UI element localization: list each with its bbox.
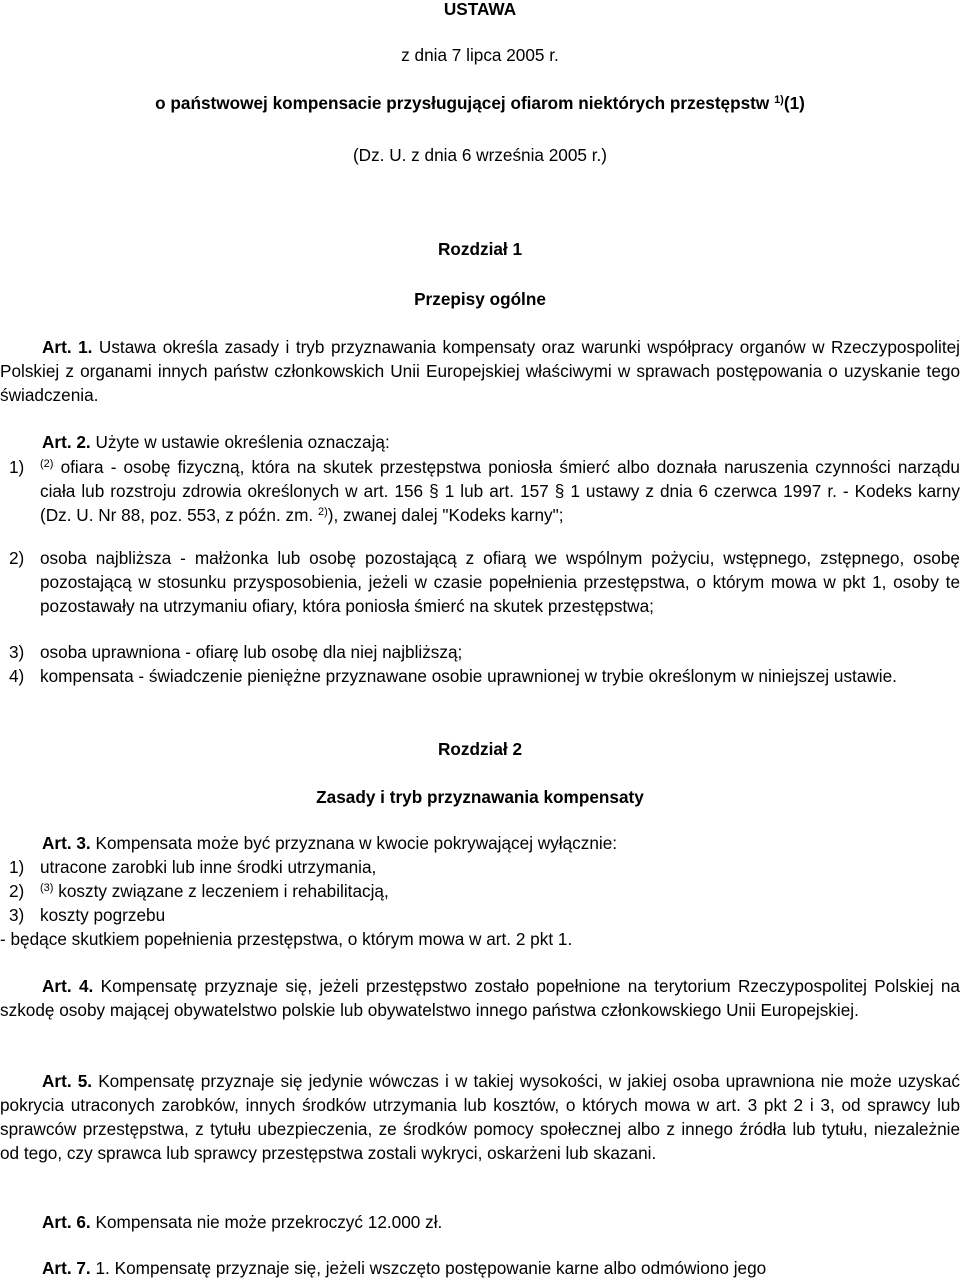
chapter-2-subtitle: Zasady i tryb przyznawania kompensaty [316, 787, 644, 807]
footnote-ref: (2) [40, 458, 54, 470]
act-subject [0, 91, 960, 115]
act-subject-tail: (1) [783, 93, 805, 113]
item-number: 1) [9, 857, 25, 877]
article-1-text: Ustawa określa zasady i tryb przyznawania kompensaty oraz warunki współpracy organów w Rzeczypospolitej Polskiej z organami innych państw członkowskich Unii Europejskiej właściwymi w sprawach postępowania o uzyskanie tego świadczenia. [0, 337, 960, 405]
chapter-1-title: Rozdział 1 [437, 239, 523, 259]
article-3-intro-text: Kompensata może być przyznana w kwocie pokrywającej wyłącznie: [95, 833, 618, 853]
article-2-item-1: 1) $^{(2)}$ ofiara - osobę fizyczną, która na skutek przestępstwa poniosła śmierć albo doznała naruszenia czynności narządu ciała lub rozstroju zdrowia określonych w art. 156 § 1 lub art. 157 § 1 ustawy z dnia 6 czerwca 1997 r. - Kodeks karny (Dz. U. Nr 88, poz. 553, z późn. zm. $^{2)}$), zwanej dalej "Kodeks karny"; [9, 457, 960, 525]
article-3-closing: - będące skutkiem popełnienia przestępstwa, o którym mowa w art. 2 pkt 1. [0, 929, 573, 949]
footnote-ref: 1) [774, 94, 784, 106]
item-number: 3) [9, 905, 25, 925]
act-title: USTAWA [443, 0, 517, 19]
article-7-label: Art. 7. [42, 1258, 91, 1278]
article-3-item-2: 2) $^{(3)}$ koszty związane z leczeniem i rehabilitacją, [9, 881, 389, 901]
article-1 [0, 335, 960, 407]
article-2-item-4: 4) kompensata - świadczenie pieniężne przyznawane osobie uprawnionej w trybie określonym w niniejszej ustawie. [9, 666, 897, 686]
act-subject-text: o państwowej kompensacie przysługującej ofiarom niektórych przestępstw [155, 93, 770, 113]
item-number: 2) [9, 881, 25, 901]
article-6 [0, 1210, 960, 1234]
article-5-text: Kompensatę przyznaje się jedynie wówczas i w takiej wysokości, w jakiej osoba uprawniona nie może uzyskać pokrycia utraconych zarobków, innych środków utrzymania lub kosztów, o których mowa w art. 3 pkt 2 i 3, od sprawcy lub sprawców przestępstwa, z tytułu ubezpieczenia, ze środków pomocy społecznej albo z innego źródła lub tytułu, niezależnie od tego, czy sprawca lub sprawcy przestępstwa zostali wykryci, oskarżeni lub skazani. [0, 1071, 960, 1163]
paragraph-sign: § [429, 481, 439, 501]
article-4-text: Kompensatę przyznaje się, jeżeli przestępstwo zostało popełnione na terytorium Rzeczypospolitej Polskiej na szkodę osoby mającej obywatelstwo polskie lub obywatelstwo innego państwa członkowskiego Unii Europejskiej. [0, 976, 960, 1020]
article-3-item-1: 1) utracone zarobki lub inne środki utrzymania, [9, 857, 377, 877]
chapter-1-subtitle: Przepisy ogólne [414, 289, 546, 309]
footnote-ref: (3) [40, 882, 54, 894]
item-number: 4) [9, 666, 25, 686]
act-date: z dnia 7 lipca 2005 r. [401, 45, 559, 65]
item-number: 1) [9, 457, 25, 477]
article-5-label: Art. 5. [42, 1071, 93, 1091]
item-number: 2) [9, 548, 25, 568]
article-5 [0, 1069, 960, 1165]
article-3-label: Art. 3. [42, 833, 91, 853]
article-2-intro [0, 430, 960, 454]
article-3-item-3: 3) koszty pogrzebu [9, 905, 166, 925]
article-6-text: Kompensata nie może przekroczyć 12.000 zł. [95, 1212, 443, 1232]
article-4-label: Art. 4. [42, 976, 94, 996]
article-6-label: Art. 6. [42, 1212, 91, 1232]
paragraph-sign: § [554, 481, 565, 501]
article-1-label: Art. 1. [42, 337, 93, 357]
footnote-ref: 2) [317, 506, 328, 518]
article-4 [0, 974, 960, 1022]
article-2-item-3: 3) osoba uprawniona - ofiarę lub osobę dla niej najbliższą; [9, 642, 463, 662]
article-2-intro-text: Użyte w ustawie określenia oznaczają: [95, 432, 390, 452]
chapter-2-title: Rozdział 2 [437, 739, 523, 759]
article-3-intro [0, 831, 960, 855]
article-2-item-2: 2) osoba najbliższa - małżonka lub osobę pozostającą z ofiarą we wspólnym pożyciu, wstępnego, zstępnego, osobę pozostającą w stosunku przysposobienia, jeżeli w czasie popełnienia przestępstwa, o którym mowa w pkt 1, osoby te pozostawały na utrzymaniu ofiary, która poniosła śmierć na skutek przestępstwa; [9, 548, 960, 616]
article-7-text: 1. Kompensatę przyznaje się, jeżeli wszczęto postępowanie karne albo odmówiono jego [95, 1258, 767, 1278]
article-7 [0, 1256, 960, 1280]
item-number: 3) [9, 642, 25, 662]
journal-reference: (Dz. U. z dnia 6 września 2005 r.) [352, 145, 608, 165]
article-2-label: Art. 2. [42, 432, 91, 452]
